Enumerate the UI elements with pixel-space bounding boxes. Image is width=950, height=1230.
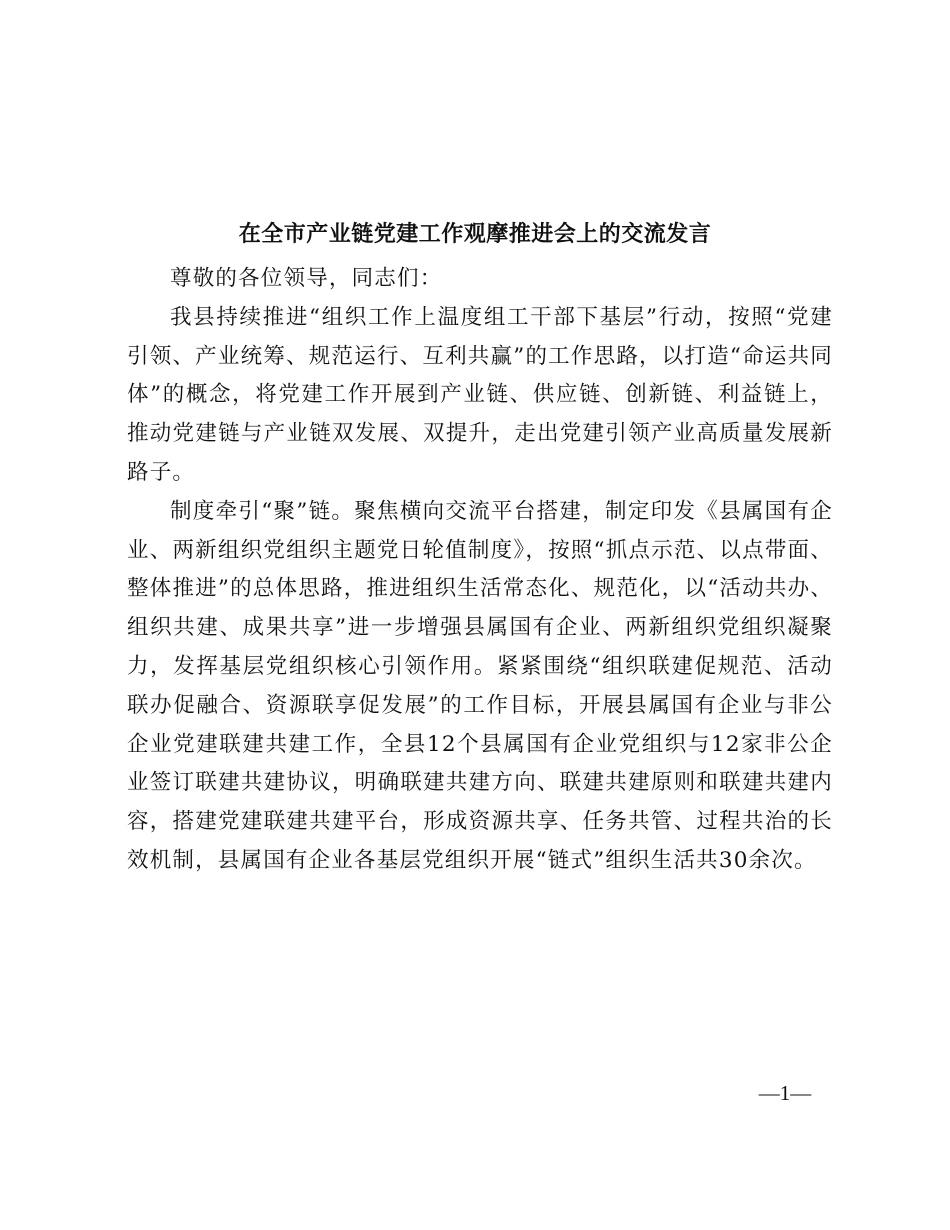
document-title: 在全市产业链党建工作观摩推进会上的交流发言 [238,221,712,247]
page-number: —1— [758,1081,812,1105]
salutation-paragraph: 尊敬的各位领导，同志们： [170,266,443,291]
institution-paragraph: 制度牵引“聚”链。聚焦横向交流平台搭建，制定印发《县属国有企业、两新组织党组织主题党日轮值制度》，按照“抓点示范、以点带面、整体推进”的总体思路，推进组织生活常态化、规范化，以“活动共办、组织共建、成果共享”进一步增强县属国有企业、两新组织党组织凝聚力，发挥基层党组织核心引领作用。紧紧围绕“组织联建促规范、活动联办促融合、资源联享促发展”的工作目标，开展县属国有企业与非公企业党建联建共建工作，全县12个县属国有企业党组织与12家非公企业签订联建共建协议，明确联建共建方向、联建共建原则和联建共建内容，搭建党建联建共建平台，形成资源共享、任务共管、过程共治的长效机制，县属国有企业各基层党组织开展“链式”组织生活共30余次。 [127,498,833,873]
intro-paragraph: 我县持续推进“组织工作上温度组工干部下基层”行动，按照“党建引领、产业统筹、规范运行、互利共赢”的工作思路，以打造“命运共同体”的概念，将党建工作开展到产业链、供应链、创新链、利益链上，推动党建链与产业链双发展、双提升，走出党建引领产业高质量发展新路子。 [127,304,833,485]
document-body [127,260,833,881]
